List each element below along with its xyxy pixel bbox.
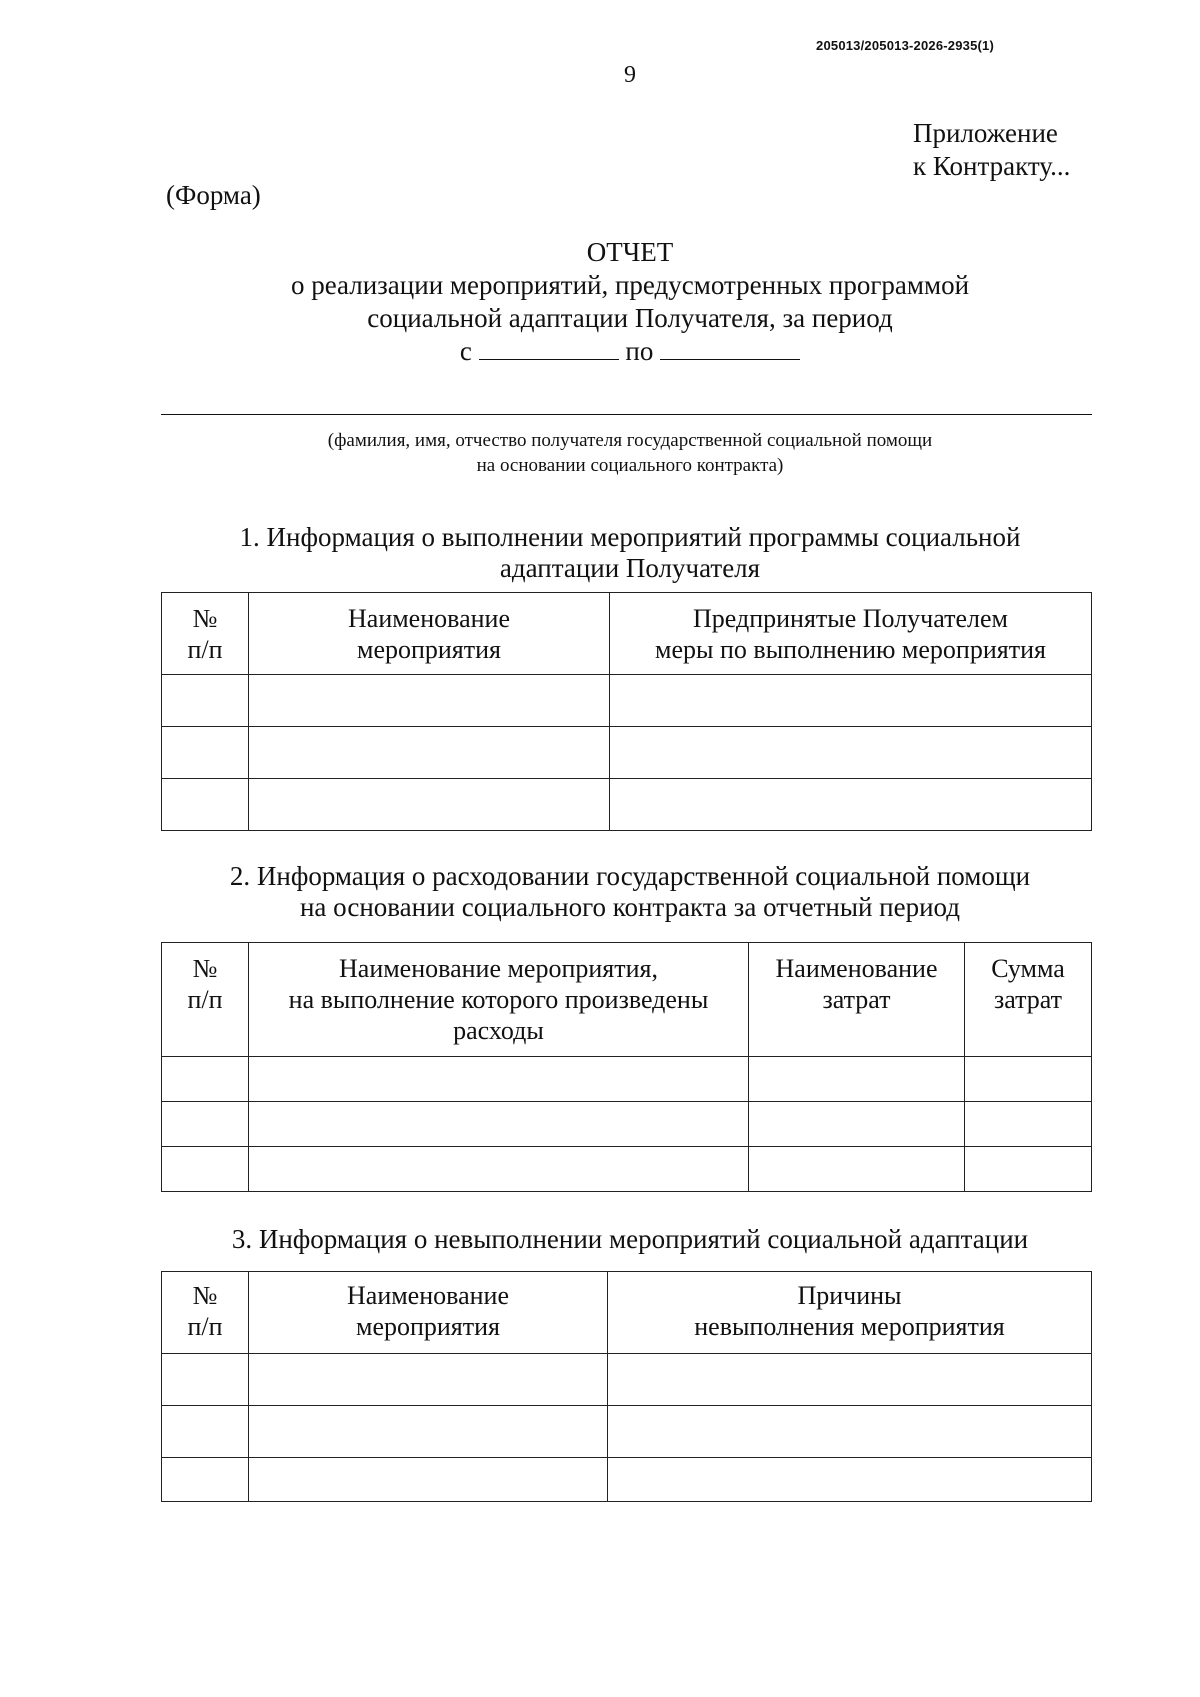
table-cell[interactable] bbox=[249, 1458, 608, 1502]
table-cell[interactable] bbox=[249, 727, 610, 779]
table-cell[interactable] bbox=[749, 1057, 965, 1102]
column-header-number: № п/п bbox=[162, 1272, 249, 1354]
table-cell[interactable] bbox=[249, 1406, 608, 1458]
table-cell[interactable] bbox=[249, 1057, 749, 1102]
table-cell[interactable] bbox=[162, 1057, 249, 1102]
table-cell[interactable] bbox=[162, 1458, 249, 1502]
column-header-activity-name: Наименование мероприятия, на выполнение которого произведены расходы bbox=[249, 943, 749, 1057]
report-period bbox=[0, 335, 1200, 368]
section-1-title-line-1: 1. Информация о выполнении мероприятий программы социальной bbox=[239, 522, 1021, 552]
table-cell[interactable] bbox=[162, 727, 249, 779]
section-1-title bbox=[0, 522, 1200, 584]
period-from-blank[interactable] bbox=[479, 335, 619, 360]
table-cell[interactable] bbox=[162, 675, 249, 727]
table-row bbox=[162, 727, 1092, 779]
period-from-label: с bbox=[459, 336, 472, 366]
recipient-caption bbox=[0, 428, 1200, 478]
table-header-row bbox=[162, 943, 1092, 1057]
table-row bbox=[162, 779, 1092, 831]
page-number: 9 bbox=[624, 62, 636, 88]
table-cell[interactable] bbox=[749, 1147, 965, 1192]
table-row bbox=[162, 675, 1092, 727]
section-3-title: 3. Информация о невыполнении мероприятий социальной адаптации bbox=[231, 1224, 1029, 1254]
table-cell[interactable] bbox=[608, 1406, 1092, 1458]
table-row bbox=[162, 1057, 1092, 1102]
recipient-name-blank[interactable] bbox=[161, 414, 1092, 415]
table-cell[interactable] bbox=[965, 1057, 1092, 1102]
table-cell[interactable] bbox=[162, 1354, 249, 1406]
table-cell[interactable] bbox=[249, 675, 610, 727]
section-2-title-line-2: на основании социального контракта за отчетный период bbox=[299, 892, 961, 922]
table-cell[interactable] bbox=[610, 727, 1092, 779]
non-fulfillment-table bbox=[161, 1271, 1092, 1502]
expenses-table bbox=[161, 942, 1092, 1192]
table-cell[interactable] bbox=[162, 1147, 249, 1192]
column-header-number: № п/п bbox=[162, 943, 249, 1057]
appendix-line-2: к Контракту... bbox=[913, 151, 1071, 181]
section-2-title-line-1: 2. Информация о расходовании государственной социальной помощи bbox=[229, 861, 1031, 891]
table-cell[interactable] bbox=[749, 1102, 965, 1147]
table-row bbox=[162, 1458, 1092, 1502]
table-row bbox=[162, 1147, 1092, 1192]
document-id: 205013/205013-2026-2935(1) bbox=[816, 38, 994, 53]
table-cell[interactable] bbox=[249, 1147, 749, 1192]
report-heading: ОТЧЕТ bbox=[586, 237, 674, 267]
column-header-expense-amount: Сумма затрат bbox=[965, 943, 1092, 1057]
activities-table bbox=[161, 592, 1092, 831]
table-cell[interactable] bbox=[249, 779, 610, 831]
table-cell[interactable] bbox=[162, 779, 249, 831]
table-cell[interactable] bbox=[610, 779, 1092, 831]
table-row bbox=[162, 1406, 1092, 1458]
table-row bbox=[162, 1354, 1092, 1406]
column-header-number: № п/п bbox=[162, 593, 249, 675]
column-header-activity-name: Наименование мероприятия bbox=[249, 593, 610, 675]
column-header-activity-name: Наименование мероприятия bbox=[249, 1272, 608, 1354]
appendix-note bbox=[913, 117, 1070, 183]
table-cell[interactable] bbox=[965, 1147, 1092, 1192]
period-to-blank[interactable] bbox=[660, 335, 800, 360]
column-header-expense-name: Наименование затрат bbox=[749, 943, 965, 1057]
table-row bbox=[162, 1102, 1092, 1147]
table-cell[interactable] bbox=[162, 1102, 249, 1147]
section-1-title-line-2: адаптации Получателя bbox=[499, 553, 761, 583]
appendix-line-1: Приложение bbox=[913, 118, 1058, 148]
table-header-row bbox=[162, 1272, 1092, 1354]
table-cell[interactable] bbox=[610, 675, 1092, 727]
period-to-label: по bbox=[625, 336, 654, 366]
report-title bbox=[0, 236, 1200, 368]
report-title-line-1: о реализации мероприятий, предусмотренных программой bbox=[290, 270, 970, 300]
table-cell[interactable] bbox=[249, 1354, 608, 1406]
table-cell[interactable] bbox=[249, 1102, 749, 1147]
form-label: (Форма) bbox=[166, 180, 261, 210]
table-header-row bbox=[162, 593, 1092, 675]
recipient-caption-line-1: (фамилия, имя, отчество получателя государственной социальной помощи bbox=[327, 430, 933, 451]
section-2-title bbox=[0, 861, 1200, 923]
table-cell[interactable] bbox=[608, 1458, 1092, 1502]
table-cell[interactable] bbox=[608, 1354, 1092, 1406]
table-cell[interactable] bbox=[162, 1406, 249, 1458]
column-header-measures-taken: Предпринятые Получателем меры по выполнению мероприятия bbox=[610, 593, 1092, 675]
table-cell[interactable] bbox=[965, 1102, 1092, 1147]
report-title-line-2: социальной адаптации Получателя, за период bbox=[367, 303, 893, 333]
recipient-caption-line-2: на основании социального контракта) bbox=[476, 455, 784, 476]
column-header-reasons: Причины невыполнения мероприятия bbox=[608, 1272, 1092, 1354]
